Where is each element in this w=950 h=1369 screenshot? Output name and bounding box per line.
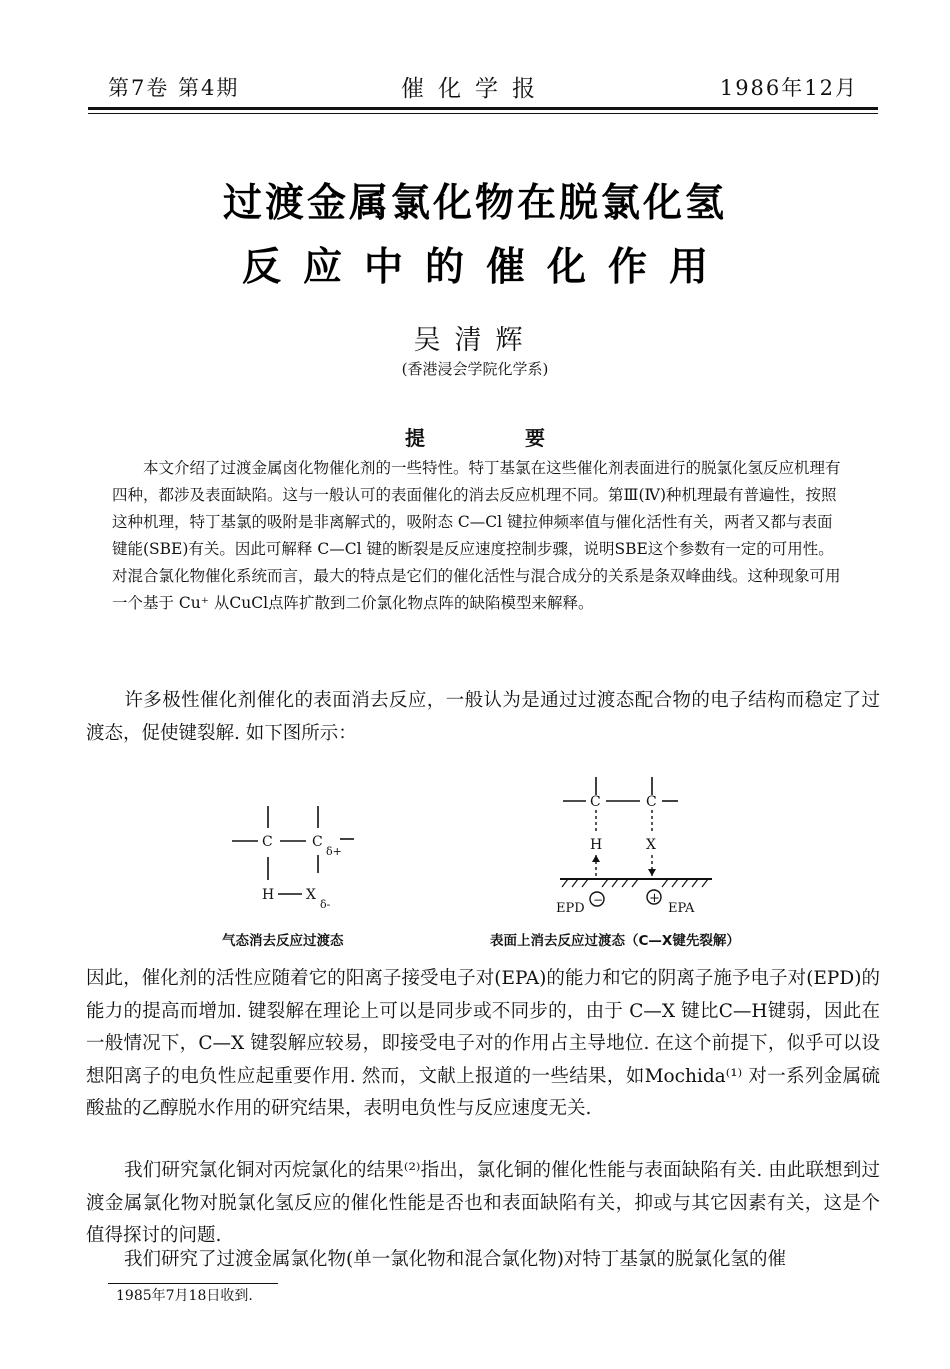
footnote-rule xyxy=(108,1283,278,1284)
body-paragraph-4 xyxy=(86,1244,880,1277)
arrow-up-icon xyxy=(592,855,600,862)
delta-minus-label: δ- xyxy=(320,898,331,911)
body-paragraph-4-text: 我们研究了过渡金属氯化物(单一氯化物和混合氯化物)对特丁基氯的脱氯化氢的催 xyxy=(124,1249,786,1270)
header-journal-name: 催化学报 xyxy=(401,76,549,102)
delta-plus-label: δ+ xyxy=(326,845,342,858)
surface-diagram xyxy=(556,777,712,916)
epd-label: EPD xyxy=(556,901,585,916)
body-paragraph-1-text: 许多极性催化剂催化的表面消去反应，一般认为是通过过渡态配合物的电子结构而稳定了过渡态，促使键裂解. 如下图所示： xyxy=(86,690,880,744)
epa-label: EPA xyxy=(668,901,695,916)
author-affiliation: (香港浸会学院化学系) xyxy=(401,360,549,378)
paper-title-line1: 过渡金属氯化物在脱氯化氢 xyxy=(222,181,727,226)
author-name: 吴清辉 xyxy=(413,325,537,356)
atom-c-right: C xyxy=(312,834,323,850)
figure-caption-gas: 气态消去反应过渡态 xyxy=(222,933,344,949)
header-date: 1986年12月 xyxy=(719,76,858,100)
paper-title-line2: 反应中的催化作用 xyxy=(241,245,730,290)
atom-x: X xyxy=(306,887,316,903)
atom-h: H xyxy=(590,837,603,853)
body-paragraph-3-text: 我们研究氯化铜对丙烷氯化的结果⁽²⁾指出，氯化铜的催化性能与表面缺陷有关. 由此联想到过渡金属氯化物对脱氯化氢反应的催化性能是否也和表面缺陷有关，抑或与其它因素有关，这是个值得探讨的问题. xyxy=(86,1160,880,1246)
body-paragraph-2 xyxy=(86,963,880,1126)
minus-sign: − xyxy=(593,893,604,907)
gas-phase-diagram xyxy=(232,806,354,911)
atom-h: H xyxy=(262,887,275,903)
body-paragraph-3 xyxy=(86,1155,880,1253)
abstract-heading: 提要 xyxy=(405,426,645,450)
arrow-down-icon xyxy=(648,869,656,876)
header-volume-issue: 第7卷 第4期 xyxy=(108,76,240,100)
plus-sign: + xyxy=(649,891,660,906)
footnote-received-date: 1985年7月18日收到. xyxy=(116,1288,253,1304)
figure-caption-surface: 表面上消去反应过渡态（C—X键先裂解） xyxy=(490,933,740,949)
surface-hatching xyxy=(562,879,708,887)
atom-c-left: C xyxy=(262,834,273,850)
atom-c-left: C xyxy=(590,794,601,810)
abstract-body: 本文介绍了过渡金属卤化物催化剂的一些特性。特丁基氯在这些催化剂表面进行的脱氯化氢反应机理有四种，都涉及表面缺陷。这与一般认可的表面催化的消去反应机理不同。第Ⅲ(Ⅳ)种机理最有普遍性，按照这种机理，特丁基氯的吸附是非离解式的，吸附态 C—Cl 键拉伸频率值与催化活性有关，两者又都与表面键能(SBE)有关。因此可解释 C—Cl 键的断裂是反应速度控制步骤，说明SBE这个参数有一定的可用性。对混合氯化物催化系统而言，最大的特点是它们的催化活性与混合成分的关系是条双峰曲线。这种现象可用一个基于 Cu⁺ 从CuCl点阵扩散到二价氯化物点阵的缺陷模型来解释。 xyxy=(112,459,841,612)
body-paragraph-2-text: 因此，催化剂的活性应随着它的阳离子接受电子对(EPA)的能力和它的阴离子施予电子对(EPD)的能力的提高而增加. 键裂解在理论上可以是同步或不同步的，由于 C—X 键比C—H键弱，因此在一般情况下，C—X 键裂解应较易，即接受电子对的作用占主导地位. 在这个前提下，似乎可以设想阳离子的电负性应起重要作用. 然而，文献上报道的一些结果，如Mochida⁽¹⁾ 对一系列金属硫酸盐的乙醇脱水作用的研究结果，表明电负性与反应速度无关. xyxy=(86,968,880,1119)
atom-c-right: C xyxy=(646,794,657,810)
atom-x: X xyxy=(646,837,656,853)
